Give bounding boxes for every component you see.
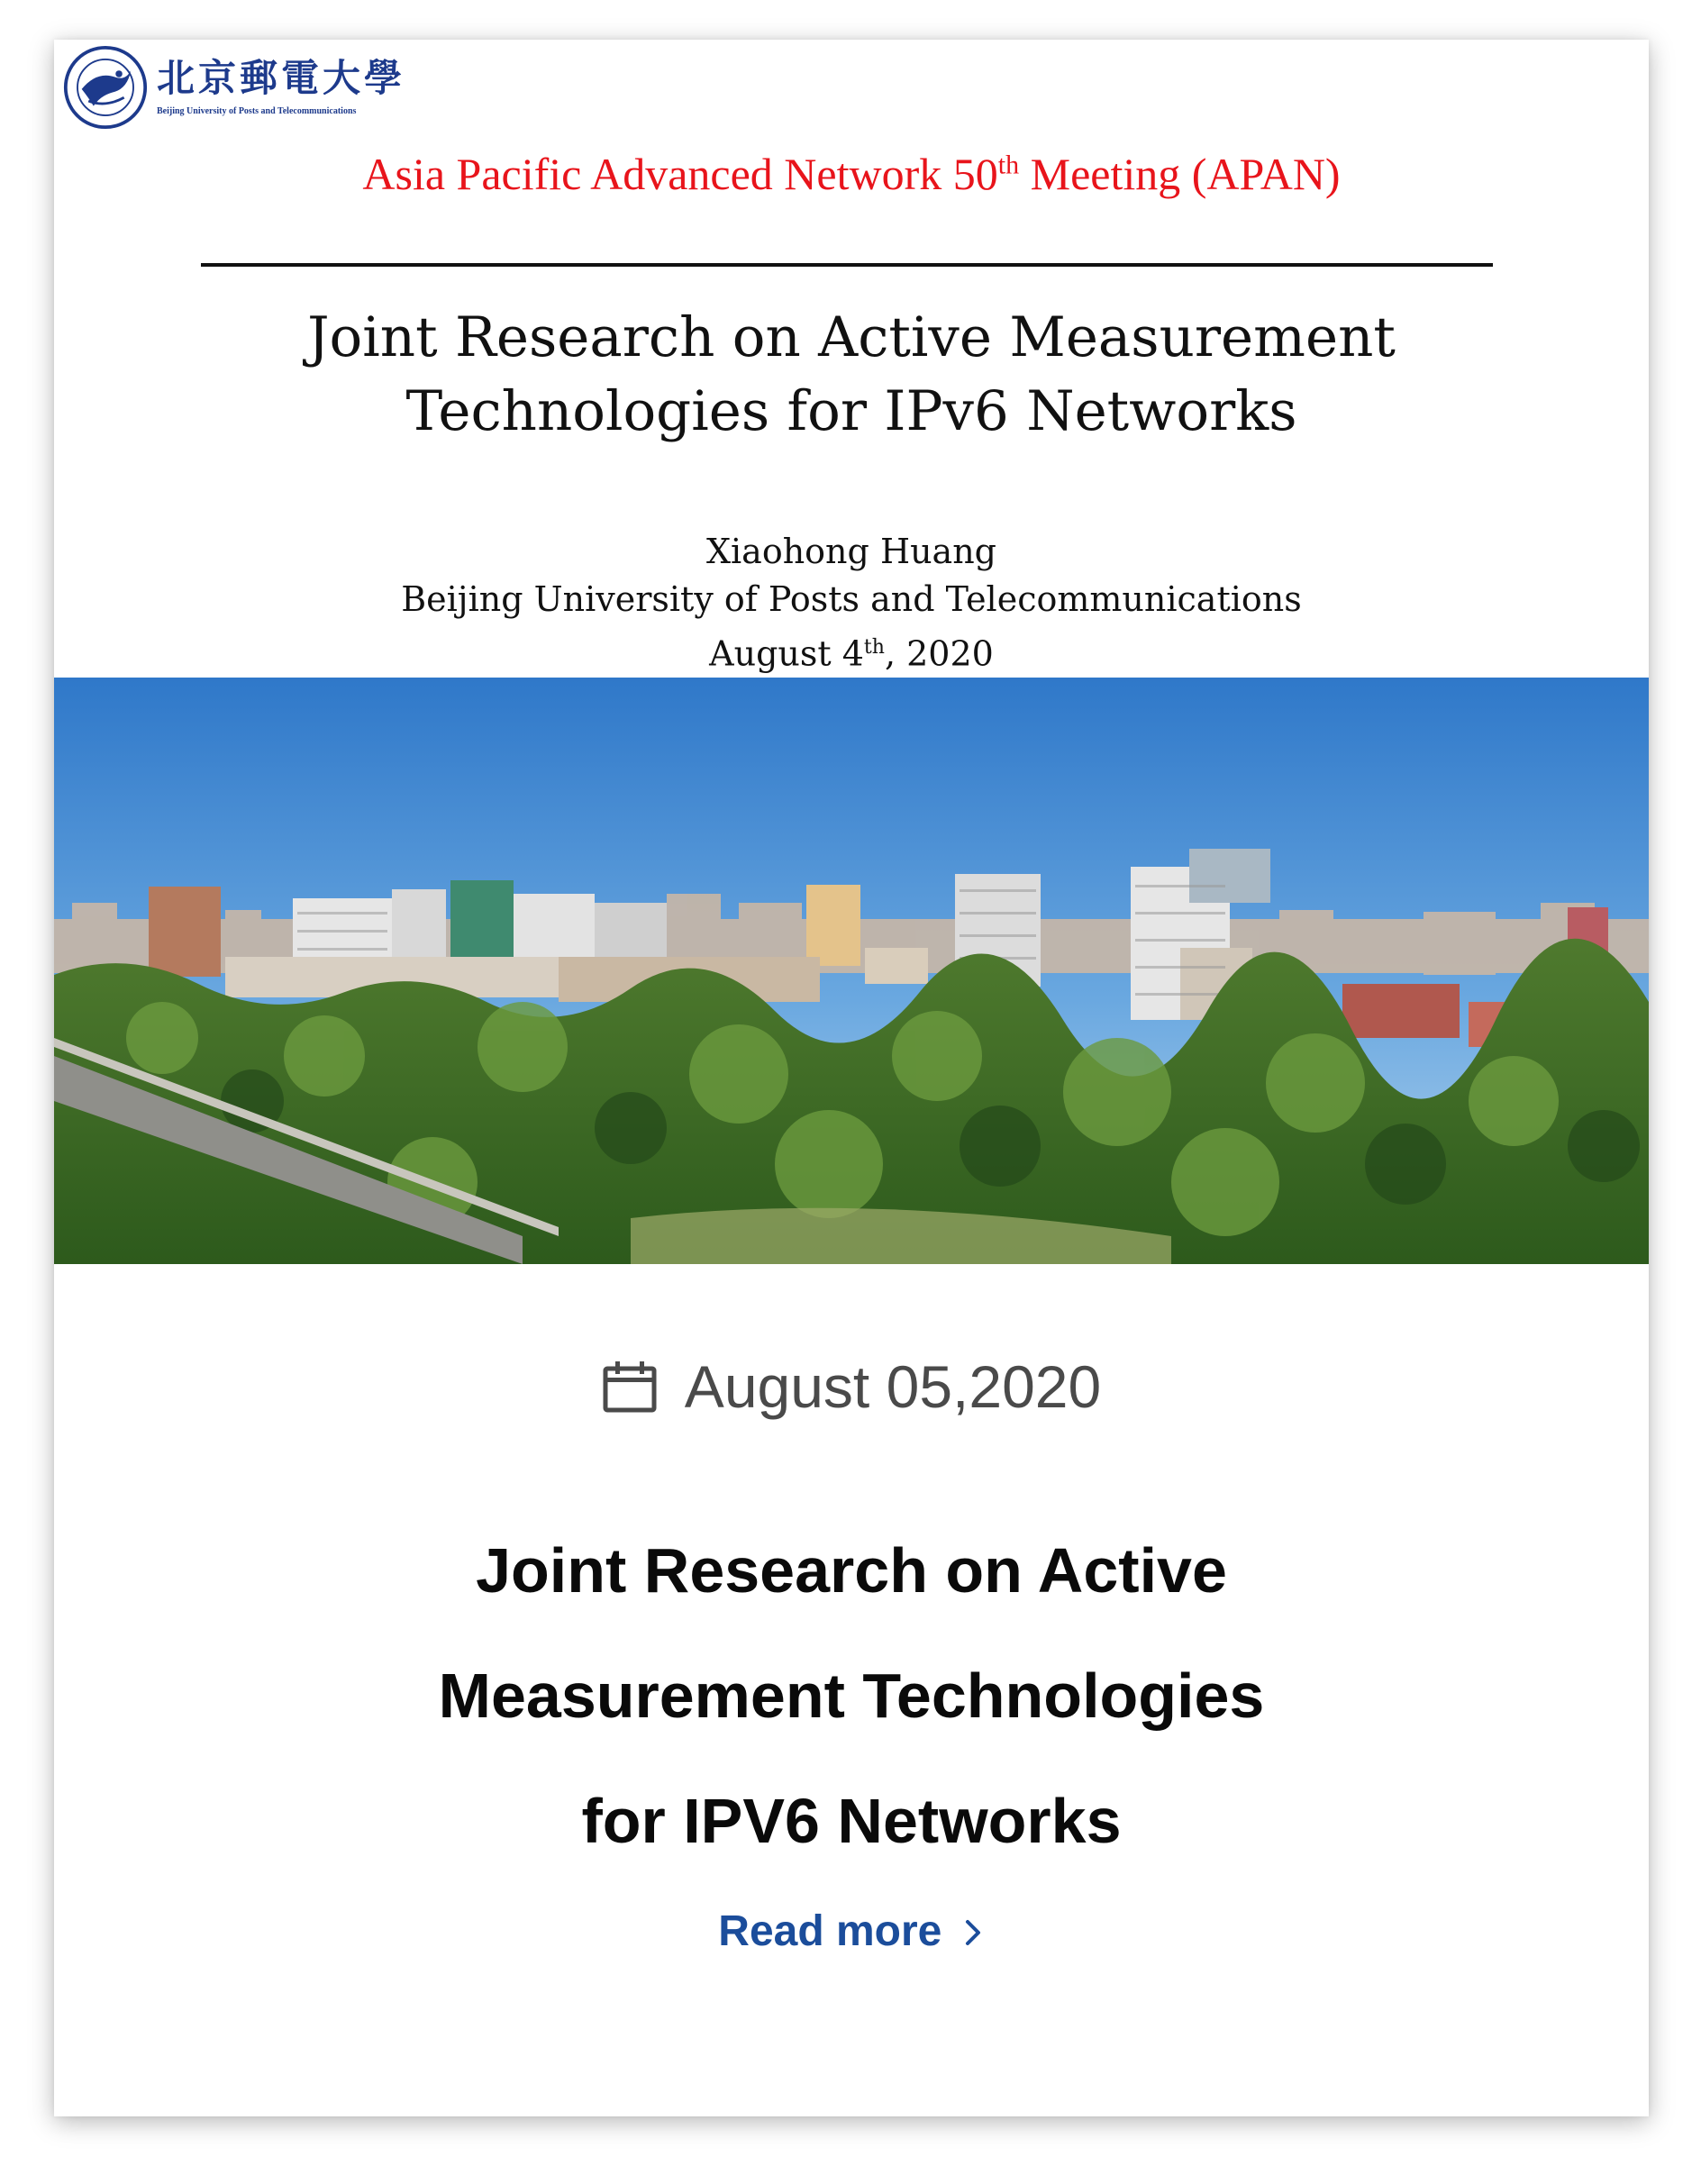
- university-seal-icon: [63, 45, 148, 130]
- logo-english-name: Beijing University of Posts and Telecommunications: [157, 105, 357, 116]
- logo-chinese-name: 北京郵電大學: [157, 55, 406, 100]
- slide-cover: [54, 40, 1649, 679]
- post-date-row: [54, 1346, 1649, 1427]
- conference-title: Asia Pacific Advanced Network 50th Meeting (APAN): [362, 149, 1341, 199]
- slide-title: Joint Research on Active Measurement Technologies for IPv6 Networks: [307, 305, 1396, 443]
- presentation-date: August 4th, 2020: [709, 633, 994, 674]
- campus-photo: [54, 678, 1649, 1264]
- post-title[interactable]: Joint Research on Active Measurement Technologies for IPV6 Networks: [438, 1535, 1265, 1856]
- chevron-right-icon[interactable]: [961, 1917, 985, 1948]
- author-name: Xiaohong Huang: [705, 532, 997, 571]
- author-affiliation: Beijing University of Posts and Telecommunications: [401, 579, 1302, 619]
- calendar-icon: [602, 1360, 658, 1414]
- post-date: August 05,2020: [684, 1353, 1102, 1420]
- post-card: [54, 40, 1649, 2116]
- title-divider: [201, 263, 1493, 267]
- university-logo: [63, 45, 405, 130]
- slide-author-block: [54, 528, 1649, 678]
- read-more-link[interactable]: Read more: [54, 1906, 1649, 1956]
